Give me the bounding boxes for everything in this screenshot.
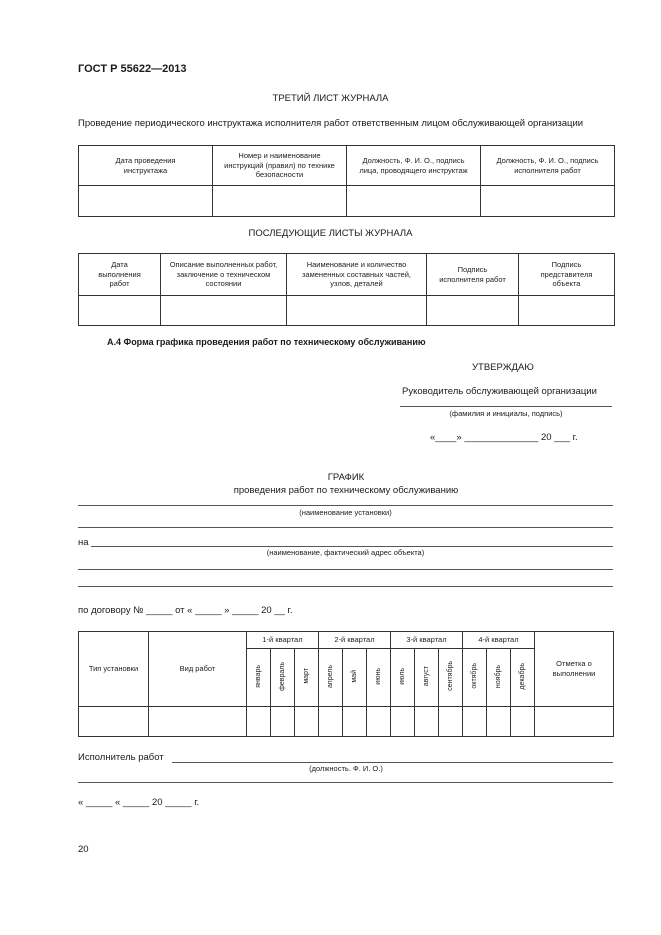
empty-cell[interactable] <box>79 186 213 217</box>
schedule-subtitle: проведения работ по техническому обслуживанию <box>233 485 459 496</box>
col-installation-type: Тип установки <box>79 632 149 707</box>
installation-line-2[interactable] <box>78 527 613 528</box>
empty-cell[interactable] <box>481 186 615 217</box>
empty-cell[interactable] <box>213 186 347 217</box>
empty-cell[interactable] <box>487 707 511 737</box>
approve-position: Руководитель обслуживающей организации <box>402 386 597 397</box>
quarter-2: 2-й квартал <box>319 632 391 649</box>
document-standard: ГОСТ Р 55622—2013 <box>78 63 187 75</box>
executor-line-2[interactable] <box>78 782 613 783</box>
object-line-2[interactable] <box>78 569 613 570</box>
col-executor-sign: Подпись исполнителя работ <box>427 254 519 296</box>
month-oct: октябрь <box>463 649 487 707</box>
col-object-rep-sign: Подпись представителя объекта <box>519 254 615 296</box>
empty-cell[interactable] <box>511 707 535 737</box>
empty-cell[interactable] <box>415 707 439 737</box>
next-sheets-table <box>78 253 615 326</box>
empty-cell[interactable] <box>79 707 149 737</box>
empty-cell[interactable] <box>347 186 481 217</box>
object-line[interactable] <box>91 546 613 547</box>
month-sep: сентябрь <box>439 649 463 707</box>
quarter-1: 1-й квартал <box>247 632 319 649</box>
approve-label: УТВЕРЖДАЮ <box>472 362 534 373</box>
quarter-4: 4-й квартал <box>463 632 535 649</box>
empty-cell[interactable] <box>319 707 343 737</box>
executor-line[interactable] <box>172 762 613 763</box>
empty-cell[interactable] <box>161 296 287 326</box>
empty-cell[interactable] <box>367 707 391 737</box>
month-may: май <box>343 649 367 707</box>
month-nov: ноябрь <box>487 649 511 707</box>
schedule-table <box>78 631 614 737</box>
col-work-type: Вид работ <box>149 632 247 707</box>
empty-cell[interactable] <box>287 296 427 326</box>
month-apr: апрель <box>319 649 343 707</box>
section-a4-title: А.4 Форма графика проведения работ по техническому обслуживанию <box>107 337 426 347</box>
empty-cell[interactable] <box>439 707 463 737</box>
col-instructor: Должность, Ф. И. О., подпись лица, проводящего инструктаж <box>347 146 481 186</box>
approve-date-line: «____» ______________ 20 ___ г. <box>430 432 578 443</box>
empty-cell[interactable] <box>343 707 367 737</box>
empty-cell[interactable] <box>79 296 161 326</box>
month-aug: август <box>415 649 439 707</box>
executor-label: Исполнитель работ <box>78 752 164 763</box>
schedule-title: ГРАФИК <box>327 472 365 483</box>
col-work-description: Описание выполненных работ, заключение о техническом состоянии <box>161 254 287 296</box>
executor-date-line: « _____ « _____ 20 _____ г. <box>78 797 200 808</box>
month-dec: декабрь <box>511 649 535 707</box>
contract-line: по договору № _____ от « _____ » _____ 20 __ г. <box>78 605 293 616</box>
object-line-3[interactable] <box>78 586 613 587</box>
empty-cell[interactable] <box>295 707 319 737</box>
col-completion-mark: Отметка о выполнении <box>535 632 614 707</box>
col-instruction-number: Номер и наименование инструкций (правил) по технике безопасности <box>213 146 347 186</box>
executor-caption: (должность. Ф. И. О.) <box>309 764 383 773</box>
empty-cell[interactable] <box>247 707 271 737</box>
third-sheet-subtitle: Проведение периодического инструктажа исполнителя работ ответственным лицом обслуживающей организации <box>78 118 584 129</box>
page-number: 20 <box>78 844 89 855</box>
third-sheet-table <box>78 145 615 217</box>
object-caption: (наименование, фактический адрес объекта) <box>266 548 425 557</box>
month-jul: июль <box>391 649 415 707</box>
month-jan: январь <box>247 649 271 707</box>
next-sheets-title: ПОСЛЕДУЮЩИЕ ЛИСТЫ ЖУРНАЛА <box>248 228 413 239</box>
on-label: на <box>78 537 89 548</box>
empty-cell[interactable] <box>463 707 487 737</box>
installation-caption: (наименование установки) <box>299 508 392 517</box>
col-replaced-parts: Наименование и количество замененных составных частей, узлов, деталей <box>287 254 427 296</box>
col-instruction-date: Дата проведения инструктажа <box>79 146 213 186</box>
month-jun: июнь <box>367 649 391 707</box>
empty-cell[interactable] <box>519 296 615 326</box>
approve-name-caption: (фамилия и инициалы, подпись) <box>449 409 563 418</box>
month-mar: март <box>295 649 319 707</box>
quarter-3: 3-й квартал <box>391 632 463 649</box>
empty-cell[interactable] <box>535 707 614 737</box>
third-sheet-title: ТРЕТИЙ ЛИСТ ЖУРНАЛА <box>272 93 389 104</box>
approve-signature-line[interactable] <box>400 406 612 407</box>
col-work-date: Дата выполнения работ <box>79 254 161 296</box>
empty-cell[interactable] <box>149 707 247 737</box>
empty-cell[interactable] <box>271 707 295 737</box>
empty-cell[interactable] <box>391 707 415 737</box>
empty-cell[interactable] <box>427 296 519 326</box>
installation-line[interactable] <box>78 505 613 506</box>
col-executor-signature: Должность, Ф. И. О., подпись исполнителя работ <box>481 146 615 186</box>
month-feb: февраль <box>271 649 295 707</box>
